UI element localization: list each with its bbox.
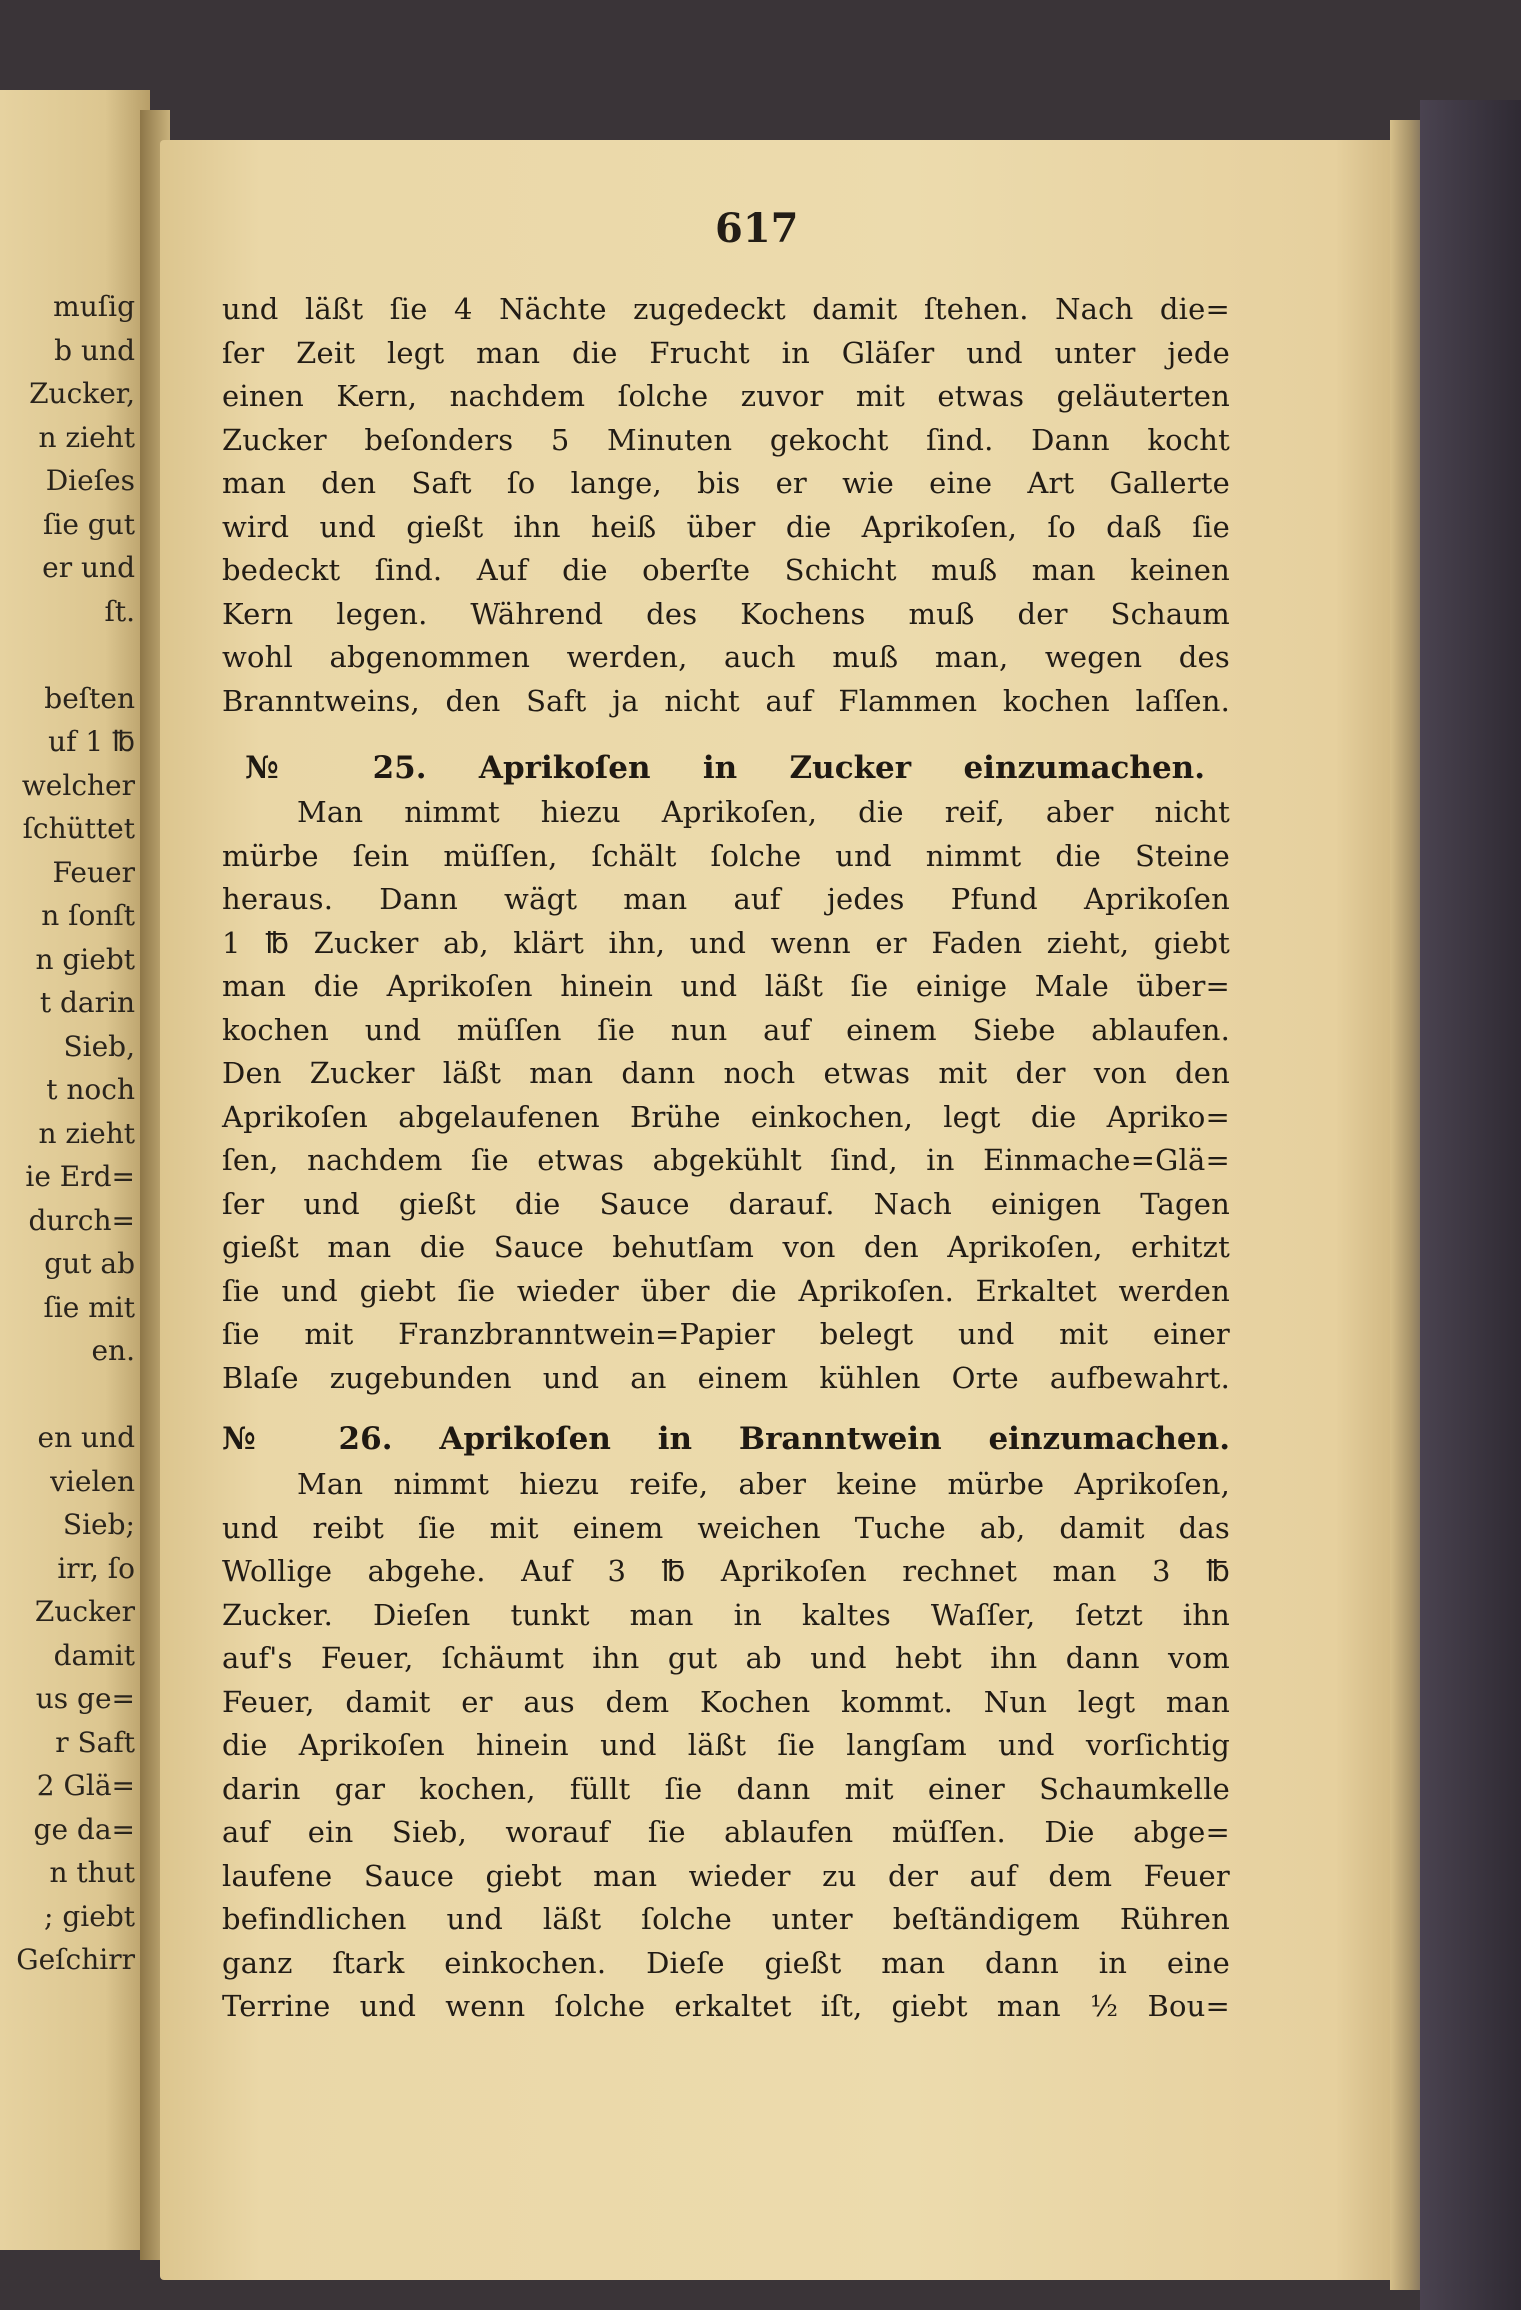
text-line: Zucker beſonders 5 Minuten gekocht ſind. Dann kocht: [222, 422, 1230, 457]
left-page-fragment: t noch: [46, 1073, 135, 1106]
left-page-fragment: uf 1 ℔: [48, 725, 135, 758]
recipe-25-line: man die Aprikoſen hinein und läßt ſie einige Male über=: [222, 969, 1230, 1003]
recipe-26-line: und reibt ſie mit einem weichen Tuche ab, damit das: [222, 1510, 1230, 1545]
left-page-fragment: ; giebt: [44, 1899, 135, 1933]
left-page-fragment: Zucker: [34, 1595, 135, 1628]
left-page-fragment: en.: [91, 1334, 135, 1367]
recipe-25-line: ſie und giebt ſie wieder über die Aprikoſen. Erkaltet werden: [222, 1273, 1230, 1308]
text-line: einen Kern, nachdem ſolche zuvor mit etwas geläuterten: [222, 379, 1230, 413]
left-page-fragment: gut ab: [44, 1247, 135, 1280]
left-page-fragment: beſten: [44, 681, 135, 715]
recipe-25-line: ſer und gießt die Sauce darauf. Nach einigen Tagen: [222, 1186, 1230, 1221]
recipe-26-heading: № 26. Aprikoſen in Branntwein einzumachen.: [222, 1421, 1230, 1457]
left-page-fragment: n zieht: [38, 420, 135, 454]
recipe-26-line: Zucker. Dieſen tunkt man in kaltes Waſſer, ſetzt ihn: [222, 1597, 1230, 1632]
text-line: Branntweins, den Saft ja nicht auf Flammen kochen laſſen.: [222, 683, 1230, 718]
left-page-fragment: Feuer: [52, 855, 135, 889]
text-line: ſer Zeit legt man die Frucht in Gläſer und unter jede: [222, 335, 1230, 370]
left-page-fragment: ie Erd=: [25, 1160, 135, 1193]
recipe-26-line: Terrine und wenn ſolche erkaltet iſt, giebt man ½ Bou=: [222, 1989, 1230, 2023]
text-line: Kern legen. Während des Kochens muß der Schaum: [222, 596, 1230, 631]
recipe-25-line: 1 ℔ Zucker ab, klärt ihn, und wenn er Faden zieht, giebt: [222, 925, 1230, 960]
book-cover: [1420, 100, 1521, 2310]
recipe-25-line: Blaſe zugebunden und an einem kühlen Orte aufbewahrt.: [222, 1360, 1230, 1395]
recipe-26-line: laufene Sauce giebt man wieder zu der auf dem Feuer: [222, 1858, 1230, 1893]
left-page-fragment: n thut: [49, 1856, 135, 1889]
left-page-fragment: n zieht: [38, 1116, 135, 1150]
left-page-fragment: ſt.: [104, 594, 135, 628]
left-page-fragment: Zucker,: [29, 377, 135, 410]
recipe-26-line: ganz ſtark einkochen. Dieſe gießt man dann in eine: [222, 1945, 1230, 1980]
recipe-26-line: Wollige abgehe. Auf 3 ℔ Aprikoſen rechnet man 3 ℔: [222, 1554, 1230, 1588]
recipe-26-line: befindlichen und läßt ſolche unter beſtändigem Rühren: [222, 1902, 1230, 1936]
left-page-fragment: muſig: [53, 290, 135, 323]
left-page-fragment: Sieb;: [62, 1508, 135, 1541]
left-page-fragment: Dieſes: [45, 464, 135, 497]
recipe-25-line: Man nimmt hiezu Aprikoſen, die reif, aber nicht: [297, 795, 1230, 829]
left-page-fragment: durch=: [28, 1203, 135, 1237]
left-page-fragment: us ge=: [35, 1682, 135, 1715]
recipe-26-line: auf's Feuer, ſchäumt ihn gut ab und hebt ihn dann vom: [222, 1641, 1230, 1675]
recipe-25-line: heraus. Dann wägt man auf jedes Pfund Aprikoſen: [222, 882, 1230, 916]
left-page-fragment: ſie mit: [43, 1290, 135, 1324]
left-page-fragment: Sieb,: [63, 1029, 135, 1063]
left-page-fragment: 2 Glä=: [36, 1769, 135, 1802]
recipe-25-heading: № 25. Aprikoſen in Zucker einzumachen.: [245, 750, 1205, 786]
recipe-26-line: darin gar kochen, füllt ſie dann mit einer Schaumkelle: [222, 1771, 1230, 1806]
left-page-fragment: Geſchirr: [16, 1943, 135, 1976]
text-line: man den Saft ſo lange, bis er wie eine Art Gallerte: [222, 466, 1230, 500]
left-page-fragment: er und: [42, 551, 135, 584]
recipe-25-line: ſie mit Franzbranntwein=Papier belegt und mit einer: [222, 1317, 1230, 1351]
left-page-fragment: t darin: [39, 986, 135, 1019]
left-page-fragment: welcher: [21, 768, 135, 802]
recipe-26-line: die Aprikoſen hinein und läßt ſie langſam und vorſichtig: [222, 1728, 1230, 1762]
recipe-25-line: mürbe ſein müſſen, ſchält ſolche und nimmt die Steine: [222, 838, 1230, 873]
left-page-fragment: n giebt: [35, 942, 135, 976]
left-page-fragment: vielen: [50, 1464, 135, 1498]
left-page-fragment: ge da=: [33, 1812, 135, 1846]
recipe-25-line: kochen und müſſen ſie nun auf einem Siebe ablaufen.: [222, 1012, 1230, 1047]
recipe-26-line: Feuer, damit er aus dem Kochen kommt. Nun legt man: [222, 1684, 1230, 1719]
left-page-fragment: ſchüttet: [22, 812, 135, 845]
left-page-fragment: ſie gut: [43, 507, 135, 541]
left-page-fragment: n ſonſt: [41, 899, 135, 932]
text-line: wohl abgenommen werden, auch muß man, wegen des: [222, 640, 1230, 674]
left-page-fragment: en und: [37, 1421, 135, 1454]
text-line: wird und gießt ihn heiß über die Aprikoſen, ſo daß ſie: [222, 509, 1230, 544]
recipe-26-line: auf ein Sieb, worauf ſie ablaufen müſſen. Die abge=: [222, 1815, 1230, 1849]
text-line: bedeckt ſind. Auf die oberſte Schicht muß man keinen: [222, 553, 1230, 587]
recipe-25-line: Den Zucker läßt man dann noch etwas mit der von den: [222, 1056, 1230, 1090]
recipe-26-line: Man nimmt hiezu reife, aber keine mürbe Aprikoſen,: [297, 1467, 1230, 1501]
recipe-25-line: gießt man die Sauce behutſam von den Aprikoſen, erhitzt: [222, 1230, 1230, 1264]
left-page-fragment: r Saft: [55, 1725, 135, 1759]
left-page-fragment: irr, ſo: [57, 1551, 135, 1585]
left-page-fragment: damit: [53, 1638, 135, 1672]
recipe-25-line: Aprikoſen abgelaufenen Brühe einkochen, legt die Apriko=: [222, 1099, 1230, 1134]
left-page-fragment: b und: [54, 333, 135, 367]
page-number: 617: [715, 205, 799, 252]
recipe-25-line: ſen, nachdem ſie etwas abgekühlt ſind, in Einmache=Glä=: [222, 1143, 1230, 1177]
text-line: und läßt ſie 4 Nächte zugedeckt damit ſtehen. Nach die=: [222, 292, 1230, 326]
